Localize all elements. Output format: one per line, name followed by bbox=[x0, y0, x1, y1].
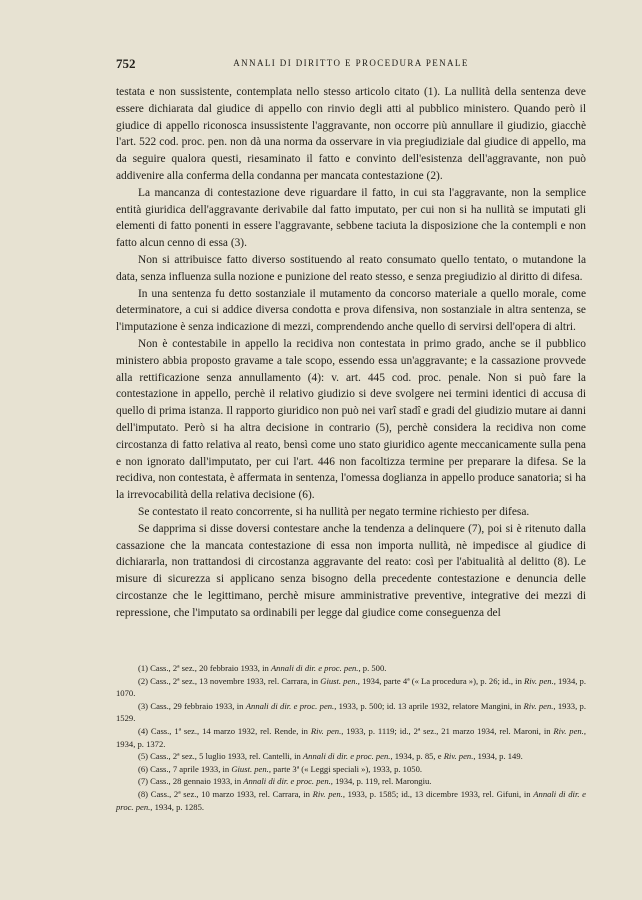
footnote: (5) Cass., 2ª sez., 5 luglio 1933, rel. Cantelli, in Annali di dir. e proc. pen., 1934, p. 85, e Riv. pen., 1934, p. 149. bbox=[138, 751, 523, 762]
paragraph: Se dapprima si disse doversi contestare anche la tendenza a delinquere (7), poi si è ritenuto dalla cassazione che la mancata contestazione di essa non importa nullità, nè impedisce al giudice di dichiararla, non trattandosi di circostanza aggravante del reato: così per l'abitualità al delitto (8). Le misure di sicurezza si applicano senza bisogno della precedente contestazione e denuncia delle circostanze che le legittimano, perchè misure amministrative preventive, integrative dei mezzi di repressione, che l'imputato sa ordinabili per legge dal giudice come conseguenza del bbox=[116, 522, 586, 619]
body-text bbox=[116, 84, 586, 622]
footnote: (6) Cass., 7 aprile 1933, in Giust. pen., parte 3ª (« Leggi speciali »), 1933, p. 1050. bbox=[138, 763, 423, 774]
paragraph: Non si attribuisce fatto diverso sostituendo al reato consumato quello tentato, o mutandone la data, senza influenza sulla nozione e punizione del reato stesso, e senza pregiudizio al diritto di difesa. bbox=[116, 253, 586, 283]
paragraph: Se contestato il reato concorrente, si ha nullità per negato termine richiesto per difesa. bbox=[138, 505, 530, 518]
paragraph: testata e non sussistente, contemplata nello stesso articolo citato (1). La nullità della sentenza deve essere dichiarata dal giudice di appello con rinvio degli atti al pubblico ministero. Quando però il giudice di appello riconosca insussistente l'aggravante, non occorre più annullare il giudizio, giacchè l'art. 522 cod. proc. pen. non dà una norma da osservare in via pregiudiziale dal giudice di appello, ma da seguire qualora questi, riesaminato il fatto e convinto dell'esistenza dell'aggravante, non può addivenire alla conferma della condanna per mancata contestazione (2). bbox=[116, 86, 586, 182]
paragraph: La mancanza di contestazione deve riguardare il fatto, in cui sta l'aggravante, non la semplice entità giuridica dell'aggravante derivabile dal fatto imputato, per cui non si ha nullità se imputati gli elementi di fatto ponenti in essere l'aggravante, sebbene taciuta la disposizione che la contempli e non fatto alcun cenno di essa (3). bbox=[116, 186, 586, 250]
page-number: 752 bbox=[116, 56, 136, 71]
page-header bbox=[116, 56, 586, 72]
footnote: (7) Cass., 28 gennaio 1933, in Annali di dir. e proc. pen., 1934, p. 119, rel. Marongiu. bbox=[138, 776, 432, 787]
footnote: (1) Cass., 2ª sez., 20 febbraio 1933, in Annali di dir. e proc. pen., p. 500. bbox=[138, 663, 387, 673]
footnote: (2) Cass., 2ª sez., 13 novembre 1933, rel. Carrara, in Giust. pen., 1934, parte 4ª (« La procedura »), p. 26; id., in Riv. pen., 1934, p. 1070. bbox=[116, 675, 586, 699]
footnote: (4) Cass., 1ª sez., 14 marzo 1932, rel. Rende, in Riv. pen., 1933, p. 1119; id., 2ª sez., 21 marzo 1934, rel. Maroni, in Riv. pen., 1934, p. 1372. bbox=[116, 725, 586, 749]
footnote: (3) Cass., 29 febbraio 1933, in Annali di dir. e proc. pen., 1933, p. 500; id. 13 aprile 1932, relatore Mangini, in Riv. pen., 1933, p. 1529. bbox=[116, 700, 586, 724]
footnote: (8) Cass., 2ª sez., 10 marzo 1933, rel. Carrara, in Riv. pen., 1933, p. 1585; id., 13 dicembre 1933, rel. Gifuni, in Annali di dir. e proc. pen., 1934, p. 1285. bbox=[116, 788, 586, 812]
paragraph: Non è contestabile in appello la recidiva non contestata in primo grado, anche se il pubblico ministero abbia proposto gravame a tale scopo, essendo essa un'aggravante; e la cassazione provvede alla rettificazione senza annullamento (4): v. art. 445 cod. proc. penale. Non si può fare la contestazione in appello, perchè il relativo giudizio si deve svolgere nei termini identici di accusa di quello di prima istanza. Il rapporto giuridico non può nei varî stadî e gradi del giudizio mutare ai danni dell'imputato. Però si ha altra decisione in contrario (5), perchè considera la recidiva non come circostanza di fatto relativa al reato, bensì come uno stato giuridico agente meccanicamente sulla pena e non ignorato dall'imputato, per cui l'art. 446 non facoltizza termine per preparare la difesa. Se la recidiva, non contestata, è affermata in sentenza, l'omessa doglianza in appello produce sanatoria; si ha la irrevocabilità della relativa decisione (6). bbox=[116, 337, 586, 502]
footnotes bbox=[116, 662, 586, 813]
running-title: ANNALI DI DIRITTO E PROCEDURA PENALE bbox=[233, 58, 469, 68]
paragraph: In una sentenza fu detto sostanziale il mutamento da concorso materiale a quello morale, come determinatore, a cui si addice diversa condotta e prova difensiva, non sostanziale in altra sentenza, se l'imputazione è senza indicazione di mezzi, comprendendo anche quello di servirsi dell'opera di altri. bbox=[116, 287, 586, 334]
